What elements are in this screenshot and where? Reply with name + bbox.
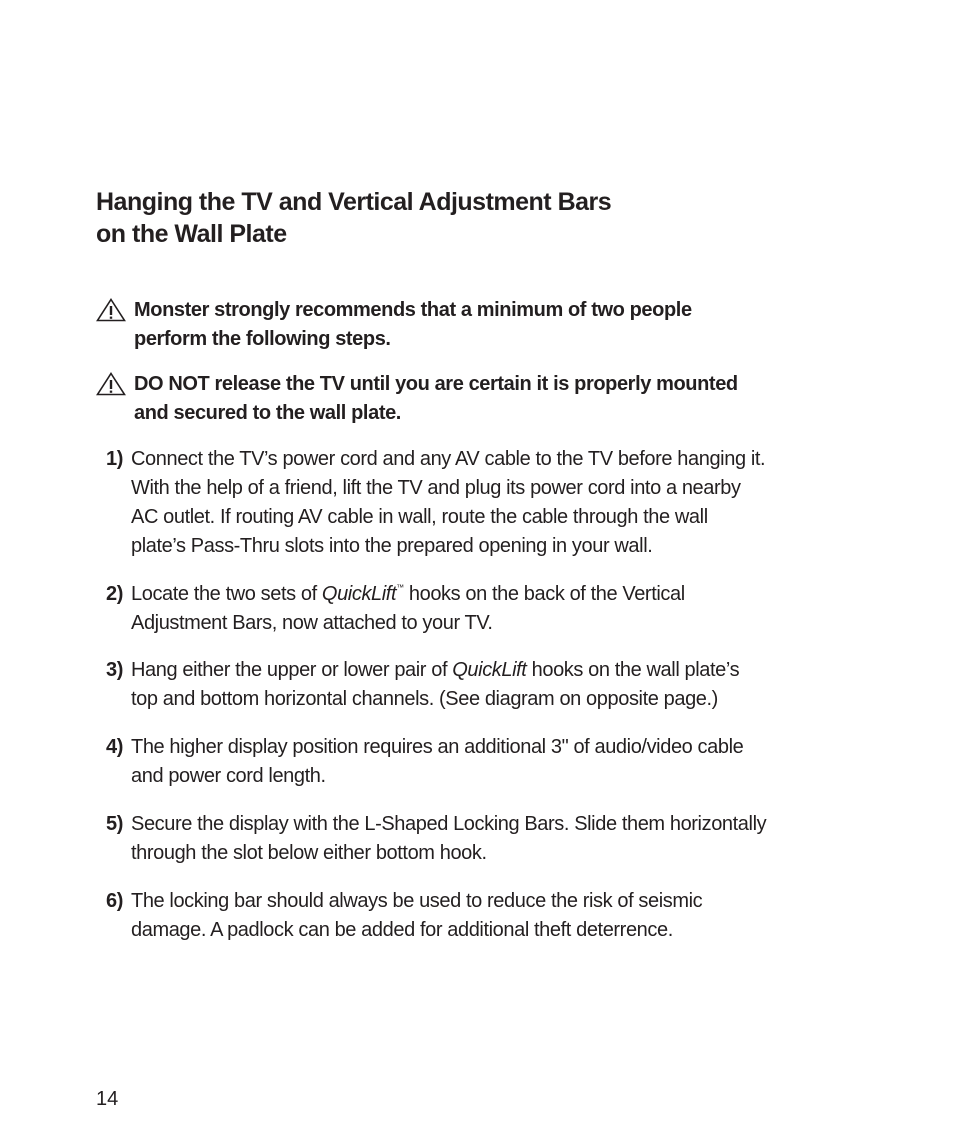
step-number: 5) xyxy=(106,813,123,835)
trademark-mark: ™ xyxy=(396,583,404,592)
quicklift-brand: QuickLift xyxy=(321,583,397,605)
step-text xyxy=(131,733,876,791)
step-line: The locking bar should always be used to reduce the risk of seismic xyxy=(131,890,703,912)
step-line: AC outlet. If routing AV cable in wall, route the cable through the wall xyxy=(131,506,708,528)
step-line: damage. A padlock can be added for additional theft deterrence. xyxy=(131,919,673,941)
warning-two-people xyxy=(96,296,876,354)
step-text-segment: hooks on the wall plate’s xyxy=(526,659,740,681)
step-text xyxy=(131,810,876,868)
step-line: Secure the display with the L-Shaped Locking Bars. Slide them horizontally xyxy=(131,813,767,835)
warning-line: perform the following steps. xyxy=(134,328,391,350)
step-text-segment: Locate the two sets of xyxy=(131,583,322,605)
step-number: 4) xyxy=(106,736,123,758)
warning-text xyxy=(134,296,876,354)
page-title-line-2: on the Wall Plate xyxy=(96,220,287,248)
step-text-segment: hooks on the back of the Vertical xyxy=(403,583,685,605)
step-2 xyxy=(106,580,876,638)
step-line: Connect the TV’s power cord and any AV cable to the TV before hanging it. xyxy=(131,448,766,470)
step-line xyxy=(131,659,739,681)
step-line: Adjustment Bars, now attached to your TV. xyxy=(131,612,493,634)
step-line: through the slot below either bottom hook. xyxy=(131,842,487,864)
step-4 xyxy=(106,733,876,791)
warning-triangle-icon xyxy=(96,372,126,396)
step-5 xyxy=(106,810,876,868)
step-1 xyxy=(106,445,876,561)
step-line: plate’s Pass-Thru slots into the prepared opening in your wall. xyxy=(131,535,653,557)
step-number: 3) xyxy=(106,659,123,681)
quicklift-brand: QuickLift xyxy=(452,659,527,681)
page-number: 14 xyxy=(96,1088,119,1110)
step-line: The higher display position requires an additional 3" of audio/video cable xyxy=(131,736,744,758)
page-title-line-1: Hanging the TV and Vertical Adjustment Bars xyxy=(96,188,612,216)
step-number: 1) xyxy=(106,448,123,470)
step-line: top and bottom horizontal channels. (See diagram on opposite page.) xyxy=(131,688,718,710)
warning-triangle-icon xyxy=(96,298,126,322)
step-text xyxy=(131,656,876,714)
step-6 xyxy=(106,887,876,945)
warning-do-not-release xyxy=(96,370,876,428)
step-text xyxy=(131,445,876,561)
step-text xyxy=(131,580,876,638)
step-line xyxy=(131,583,685,605)
warning-line: DO NOT release the TV until you are certain it is properly mounted xyxy=(134,373,738,395)
warning-text xyxy=(134,370,876,428)
step-text-segment: Hang either the upper or lower pair of xyxy=(131,659,453,681)
step-number: 6) xyxy=(106,890,123,912)
step-number: 2) xyxy=(106,583,123,605)
warning-line: and secured to the wall plate. xyxy=(134,402,401,424)
step-text xyxy=(131,887,876,945)
step-line: and power cord length. xyxy=(131,765,326,787)
warning-line: Monster strongly recommends that a minimum of two people xyxy=(134,299,692,321)
step-line: With the help of a friend, lift the TV and plug its power cord into a nearby xyxy=(131,477,741,499)
page-title xyxy=(96,186,611,250)
step-3 xyxy=(106,656,876,714)
